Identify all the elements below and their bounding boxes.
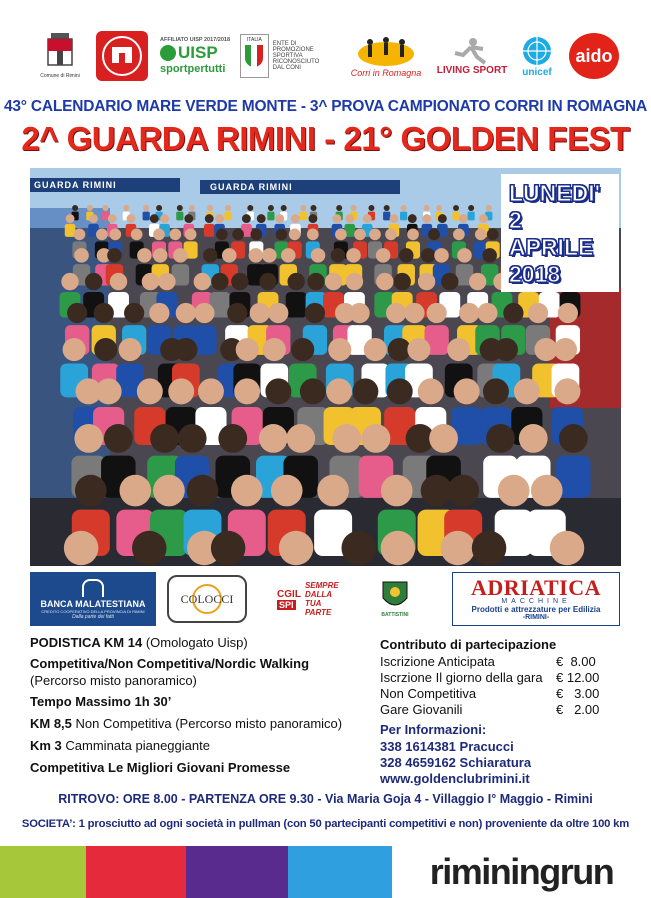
date-year: 2018: [509, 261, 561, 287]
bar-purple: [186, 846, 288, 898]
fee-label: Iscrizione Anticipata: [380, 654, 495, 669]
battistini-crest-icon: [380, 580, 410, 612]
info-course-type: (Percorso misto panoramico): [30, 673, 197, 688]
rimini-crest-icon: [45, 33, 75, 73]
runner-figure: [143, 205, 150, 220]
contact-phone-1: 338 1614381 Pracucci: [380, 739, 514, 754]
info-distance-3km: Km 3 Camminata pianeggiante: [30, 738, 210, 753]
fee-label: Non Competitiva: [380, 686, 477, 701]
riminingrun-brand: riminingrun: [429, 851, 614, 892]
comune-rimini-logo: Comune di Rimini: [40, 28, 80, 84]
fee-label: Gare Giovanili: [380, 702, 463, 717]
fee-price: € 2.00: [556, 702, 600, 717]
unicef-logo: unicef: [514, 28, 560, 84]
fee-row: [380, 686, 610, 701]
fee-row: [380, 702, 610, 717]
contact-phone-2: 328 4659162 Schiaratura: [380, 755, 532, 770]
runner-figure: [383, 205, 390, 220]
race-date-box: [501, 174, 619, 292]
corri-in-romagna-logo: Corri in Romagna: [344, 28, 428, 84]
info-distance-8km: KM 8,5 Non Competitiva (Percorso misto panoramico): [30, 716, 343, 731]
uisp-icon: [160, 45, 176, 61]
living-sport-logo: LIVING SPORT: [432, 28, 512, 84]
runner-figure: [267, 205, 274, 220]
bar-blue: [288, 846, 392, 898]
fee-price: € 12.00: [556, 670, 600, 685]
website-link[interactable]: www.goldenclubrimini.it: [380, 771, 530, 786]
runner-figure: [452, 205, 459, 220]
contact-title: Per Informazioni:: [380, 722, 487, 737]
runner-figure: [300, 205, 307, 220]
uisp-logo: AFFILIATO UISP 2017/2018 UISP sportpertutti: [160, 37, 231, 75]
italy-shield-icon: [245, 45, 263, 67]
info-time-limit: Tempo Massimo 1h 30’: [30, 694, 172, 709]
info-distance-14km: PODISTICA KM 14 (Omologato Uisp): [30, 635, 248, 650]
unicef-globe-icon: [520, 35, 554, 67]
banner-left-text: GUARDA RIMINI: [34, 180, 117, 190]
adriatica-macchine-logo: ADRIATICA MACCHINE Prodotti e attrezzature per Edilizia -RIMINI-: [452, 572, 620, 626]
info-youth-race: Competitiva Le Migliori Giovani Promesse: [30, 760, 291, 775]
golden-club-logo: [94, 28, 150, 84]
coni-logo: ITALIA ENTE DI PROMOZIONE SPORTIVA RICONOSCIUTO DAL CONI: [240, 28, 332, 84]
fee-row: [380, 654, 610, 669]
banner-center-text: GUARDA RIMINI: [210, 182, 293, 192]
cgil-spi-logo: CGIL SPI SEMPRE DALLA TUA PARTE: [277, 581, 339, 617]
fees-title: Contributo di partecipazione: [380, 637, 557, 652]
event-title: 2^ GUARDA RIMINI - 21° GOLDEN FEST: [21, 120, 630, 157]
date-weekday: LUNEDI': [509, 180, 601, 206]
fee-label: Iscrzione Il giorno della gara: [380, 670, 543, 685]
runner-figure: [286, 273, 307, 318]
banca-malatestiana-logo: BANCA MALATESTIANA CREDITO COOPERATIVO DELLA PROVINCIA DI RIMINI Dalla parte dei fatti: [30, 572, 156, 626]
fee-price: € 3.00: [556, 686, 600, 701]
runner-figure: [204, 214, 215, 237]
meeting-info: RITROVO: ORE 8.00 - PARTENZA ORE 9.30 - Via Maria Goja 4 - Villaggio I° Maggio - Rimini: [58, 792, 593, 806]
bank-arch-icon: [82, 579, 104, 597]
runner-silhouette-icon: [449, 37, 495, 65]
bar-red: [86, 846, 186, 898]
battistini-logo: BATTISTINI: [370, 572, 420, 626]
runner-figure: [400, 205, 407, 220]
runners-icon: [356, 34, 416, 68]
fee-row: [380, 670, 610, 685]
fee-price: € 8.00: [556, 654, 596, 669]
society-prize-info: SOCIETA’: 1 prosciutto ad ogni società in pullman (con 50 partecipanti competitivi e non) proveniente da oltre 100 km: [21, 818, 630, 830]
event-subtitle: 43° CALENDARIO MARE VERDE MONTE - 3^ PROVA CAMPIONATO CORRI IN ROMAGNA: [3, 98, 648, 115]
aido-logo: aido: [568, 28, 620, 84]
date-month: APRILE: [509, 234, 594, 260]
colocci-logo: COLOCCI: [166, 572, 248, 626]
info-categories: Competitiva/Non Competitiva/Nordic Walking: [30, 656, 310, 671]
bar-green: [0, 846, 86, 898]
date-day: 2: [509, 207, 522, 233]
runner-figure: [468, 205, 475, 220]
runner-figure: [176, 205, 183, 220]
runner-figure: [224, 205, 231, 220]
